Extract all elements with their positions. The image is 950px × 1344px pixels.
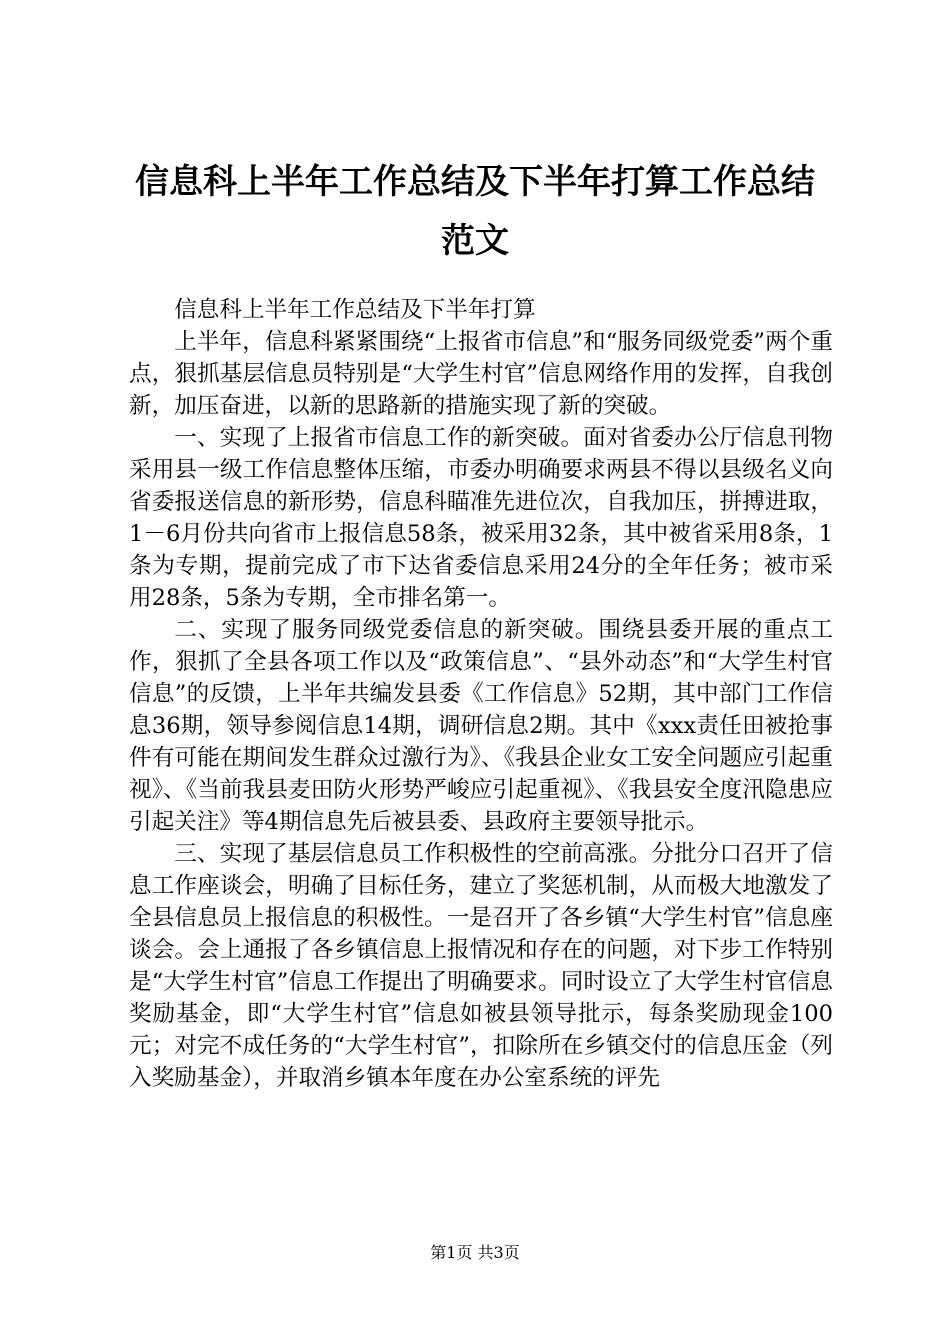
document-body — [129, 294, 833, 1094]
document-title-line-2: 范文 — [441, 221, 509, 261]
paragraph-intro: 上半年，信息科紧紧围绕“上报省市信息”和“服务同级党委”两个重点，狠抓基层信息员特别是“大学生村官”信息网络作用的发挥，自我创新，加压奋进，以新的思路新的措施实现了新的突破。 — [129, 329, 833, 419]
paragraph-section-2: 二、实现了服务同级党委信息的新突破。围绕县委开展的重点工作，狠抓了全县各项工作以及“政策信息”、“县外动态”和“大学生村官信息”的反馈，上半年共编发县委《工作信息》52期，其中部门工作信息36期，领导参阅信息14期，调研信息2期。其中《xxx责任田被抢事件有可能在期间发生群众过激行为》、《我县企业女工安全问题应引起重视》、《当前我县麦田防火形势严峻应引起重视》、《我县安全度汛隐患应引起关注》等4期信息先后被县委、县政府主要领导批示。 — [129, 617, 833, 835]
document-title-line-1: 信息科上半年工作总结及下半年打算工作总结 — [135, 162, 815, 202]
paragraph-section-1: 一、实现了上报省市信息工作的新突破。面对省委办公厅信息刊物采用县一级工作信息整体压缩，市委办明确要求两县不得以县级名义向省委报送信息的新形势，信息科瞄准先进位次，自我加压，拼搏进取，1－6月份共向省市上报信息58条，被采用32条，其中被省采用8条，1条为专期，提前完成了市下达省委信息采用24分的全年任务；被市采用28条，5条为专期，全市排名第一。 — [129, 425, 833, 611]
paragraph-section-3: 三、实现了基层信息员工作积极性的空前高涨。分批分口召开了信息工作座谈会，明确了目标任务，建立了奖惩机制，从而极大地激发了全县信息员上报信息的积极性。一是召开了各乡镇“大学生村官”信息座谈会。会上通报了各乡镇信息上报情况和存在的问题，对下步工作特别是“大学生村官”信息工作提出了明确要求。同时设立了大学生村官信息奖励基金，即“大学生村官”信息如被县领导批示，每条奖励现金100元；对完不成任务的“大学生村官”，扣除所在乡镇交付的信息压金（列入奖励基金），并取消乡镇本年度在办公室系统的评先 — [129, 841, 833, 1091]
page-footer: 第1页 共3页 — [430, 1243, 520, 1262]
paragraph-subtitle: 信息科上半年工作总结及下半年打算 — [174, 297, 536, 323]
